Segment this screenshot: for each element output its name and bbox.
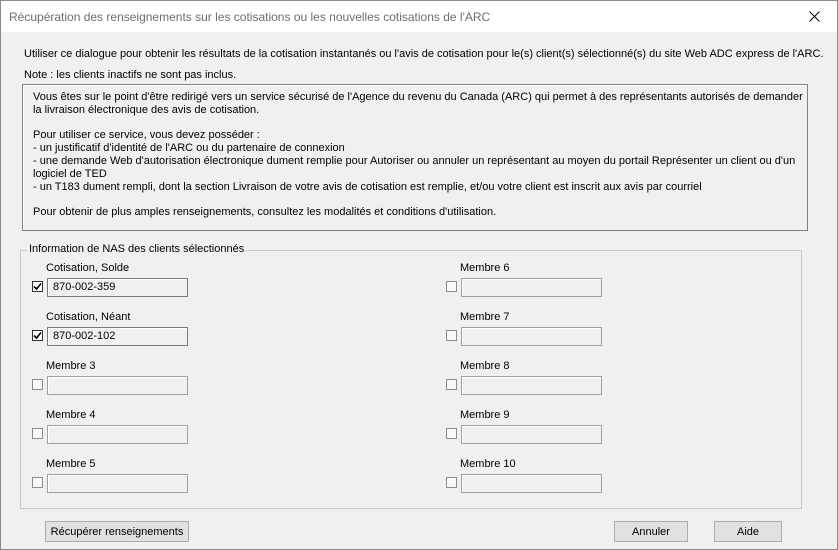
member-sin-field[interactable] <box>461 425 602 444</box>
info-redirect-text: Vous êtes sur le point d'être redirigé vers un service sécurisé de l'Agence du revenu du Canada (ARC) qui permet à des représentants autorisés de demander la livraison électronique des avis de cotisation. <box>33 91 803 116</box>
intro-text: Utiliser ce dialogue pour obtenir les résultats de la cotisation instantanés ou l'avis de cotisation pour le(s) client(s) sélectionné(s) du site Web ADC express de l'ARC. <box>24 48 824 60</box>
member-label: Membre 7 <box>460 311 510 323</box>
help-button[interactable]: Aide <box>714 521 782 542</box>
member-checkbox[interactable] <box>446 477 457 488</box>
requirement-item: - une demande Web d'autorisation électronique dument remplie pour Autoriser ou annuler un représentant au moyen du portail Représenter un client ou d'un logiciel de TED <box>33 155 796 180</box>
info-more-text: Pour obtenir de plus amples renseignements, consultez les modalités et conditions d'utilisation. <box>33 206 497 218</box>
member-checkbox[interactable] <box>446 379 457 390</box>
member-checkbox[interactable] <box>32 281 43 292</box>
member-sin-field[interactable] <box>461 376 602 395</box>
info-requirements <box>33 129 803 194</box>
member-label: Membre 9 <box>460 409 510 421</box>
member-label: Membre 6 <box>460 262 510 274</box>
member-checkbox[interactable] <box>446 330 457 341</box>
member-sin-field[interactable]: 870-002-359 <box>47 278 188 297</box>
member-sin-field[interactable] <box>461 327 602 346</box>
member-checkbox[interactable] <box>446 428 457 439</box>
checkmark-icon <box>33 282 42 291</box>
title-bar <box>1 1 837 32</box>
requirements-intro: Pour utiliser ce service, vous devez posséder : <box>33 129 260 141</box>
member-label: Cotisation, Néant <box>46 311 131 323</box>
close-icon <box>809 11 820 22</box>
window-title: Récupération des renseignements sur les cotisations ou les nouvelles cotisations de l'ARC <box>9 10 491 24</box>
groupbox-legend: Information de NAS des clients sélectionnés <box>29 243 245 255</box>
member-label: Membre 4 <box>46 409 96 421</box>
member-sin-field[interactable]: 870-002-102 <box>47 327 188 346</box>
info-box <box>22 84 808 231</box>
requirement-item: - un justificatif d'identité de l'ARC ou du partenaire de connexion <box>33 142 345 154</box>
member-checkbox[interactable] <box>32 428 43 439</box>
requirement-item: - un T183 dument rempli, dont la section Livraison de votre avis de cotisation est remplie, et/ou votre client est inscrit aux avis par courriel <box>33 181 702 193</box>
member-label: Membre 10 <box>460 458 516 470</box>
checkmark-icon <box>33 331 42 340</box>
cancel-button[interactable]: Annuler <box>614 521 688 542</box>
member-sin-field[interactable] <box>47 474 188 493</box>
member-label: Cotisation, Solde <box>46 262 130 274</box>
member-checkbox[interactable] <box>32 330 43 341</box>
member-sin-field[interactable] <box>47 425 188 444</box>
member-checkbox[interactable] <box>446 281 457 292</box>
inactive-clients-note: Note : les clients inactifs ne sont pas inclus. <box>24 69 237 81</box>
member-label: Membre 5 <box>46 458 96 470</box>
member-sin-field[interactable] <box>461 278 602 297</box>
member-label: Membre 8 <box>460 360 510 372</box>
member-sin-field[interactable] <box>461 474 602 493</box>
close-button[interactable] <box>791 1 837 31</box>
member-checkbox[interactable] <box>32 379 43 390</box>
member-sin-field[interactable] <box>47 376 188 395</box>
member-label: Membre 3 <box>46 360 96 372</box>
member-checkbox[interactable] <box>32 477 43 488</box>
retrieve-button[interactable]: Récupérer renseignements <box>45 521 189 542</box>
